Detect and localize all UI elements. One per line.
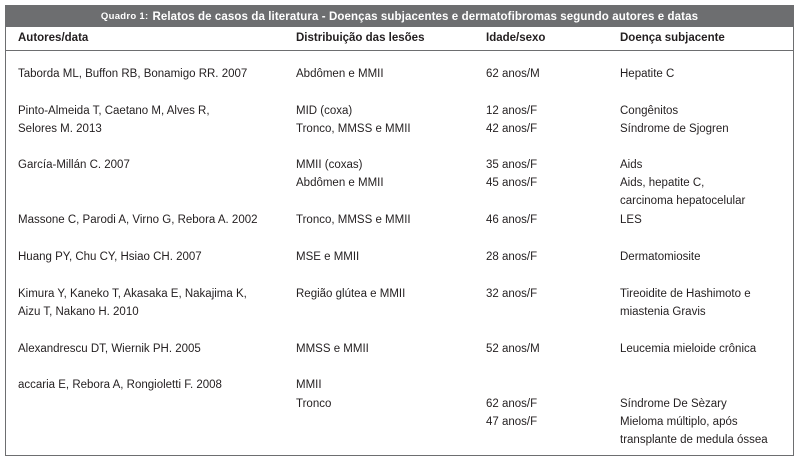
cell-authors: accaria E, Rebora A, Rongioletti F. 2008: [18, 379, 222, 391]
cell-distribution: MSE e MMII: [296, 251, 360, 263]
header-authors: Autores/data: [18, 32, 89, 44]
cell-disease: miastenia Gravis: [620, 306, 706, 318]
cell-age-sex: 62 anos/F: [486, 398, 538, 410]
cell-disease: Tireoidite de Hashimoto e: [620, 288, 751, 300]
cell-distribution: Abdômen e MMII: [296, 68, 384, 80]
table-title-bar: [6, 6, 793, 27]
cell-disease: Mieloma múltiplo, após: [620, 416, 738, 428]
header-divider: [6, 50, 793, 51]
header-age-sex: Idade/sexo: [486, 32, 546, 44]
cell-age-sex: 32 anos/F: [486, 288, 538, 300]
cell-authors: Pinto-Almeida T, Caetano M, Alves R,: [18, 105, 210, 117]
cell-age-sex: 46 anos/F: [486, 214, 538, 226]
cell-authors: Selores M. 2013: [18, 123, 102, 135]
cell-distribution: Tronco: [296, 398, 332, 410]
cell-distribution: Região glútea e MMII: [296, 288, 406, 300]
cell-authors: García-Millán C. 2007: [18, 159, 130, 171]
cell-age-sex: 45 anos/F: [486, 177, 538, 189]
cell-age-sex: 42 anos/F: [486, 123, 538, 135]
cell-disease: Dermatomiosite: [620, 251, 701, 263]
cell-distribution: Tronco, MMSS e MMII: [296, 214, 411, 226]
table-frame: [5, 5, 794, 456]
cell-distribution: Tronco, MMSS e MMII: [296, 123, 411, 135]
cell-disease: Leucemia mieloide crônica: [620, 343, 757, 355]
cell-age-sex: 52 anos/M: [486, 343, 540, 355]
cell-age-sex: 47 anos/F: [486, 416, 538, 428]
cell-disease: Síndrome de Sjogren: [620, 123, 729, 135]
table-title: Relatos de casos da literatura - Doenças subjacentes e dermatofibromas segundo autores e datas: [152, 10, 699, 23]
cell-authors: Taborda ML, Buffon RB, Bonamigo RR. 2007: [18, 68, 248, 80]
cell-disease: LES: [620, 214, 642, 226]
cell-authors: Massone C, Parodi A, Virno G, Rebora A. 2002: [18, 214, 258, 226]
cell-authors: Alexandrescu DT, Wiernik PH. 2005: [18, 343, 201, 355]
cell-authors: Huang PY, Chu CY, Hsiao CH. 2007: [18, 251, 202, 263]
cell-age-sex: 12 anos/F: [486, 105, 538, 117]
cell-disease: Síndrome De Sèzary: [620, 398, 727, 410]
header-disease: Doença subjacente: [620, 32, 725, 44]
cell-distribution: MID (coxa): [296, 105, 353, 117]
cell-authors: Aizu T, Nakano H. 2010: [18, 306, 139, 318]
cell-disease: Aids: [620, 159, 643, 171]
cell-distribution: MMSS e MMII: [296, 343, 369, 355]
cell-distribution: Abdômen e MMII: [296, 177, 384, 189]
cell-authors: Kimura Y, Kaneko T, Akasaka E, Nakajima K,: [18, 288, 247, 300]
cell-disease: Aids, hepatite C,: [620, 177, 705, 189]
cell-distribution: MMII: [296, 379, 322, 391]
cell-disease: Hepatite C: [620, 68, 675, 80]
header-distribution: Distribuição das lesões: [296, 32, 425, 44]
cell-age-sex: 62 anos/M: [486, 68, 540, 80]
cell-disease: transplante de medula óssea: [620, 434, 768, 446]
cell-age-sex: 28 anos/F: [486, 251, 538, 263]
table-number: Quadro 1:: [100, 11, 149, 22]
cell-age-sex: 35 anos/F: [486, 159, 538, 171]
cell-distribution: MMII (coxas): [296, 159, 363, 171]
cell-disease: carcinoma hepatocelular: [620, 195, 746, 207]
cell-disease: Congênitos: [620, 105, 679, 117]
